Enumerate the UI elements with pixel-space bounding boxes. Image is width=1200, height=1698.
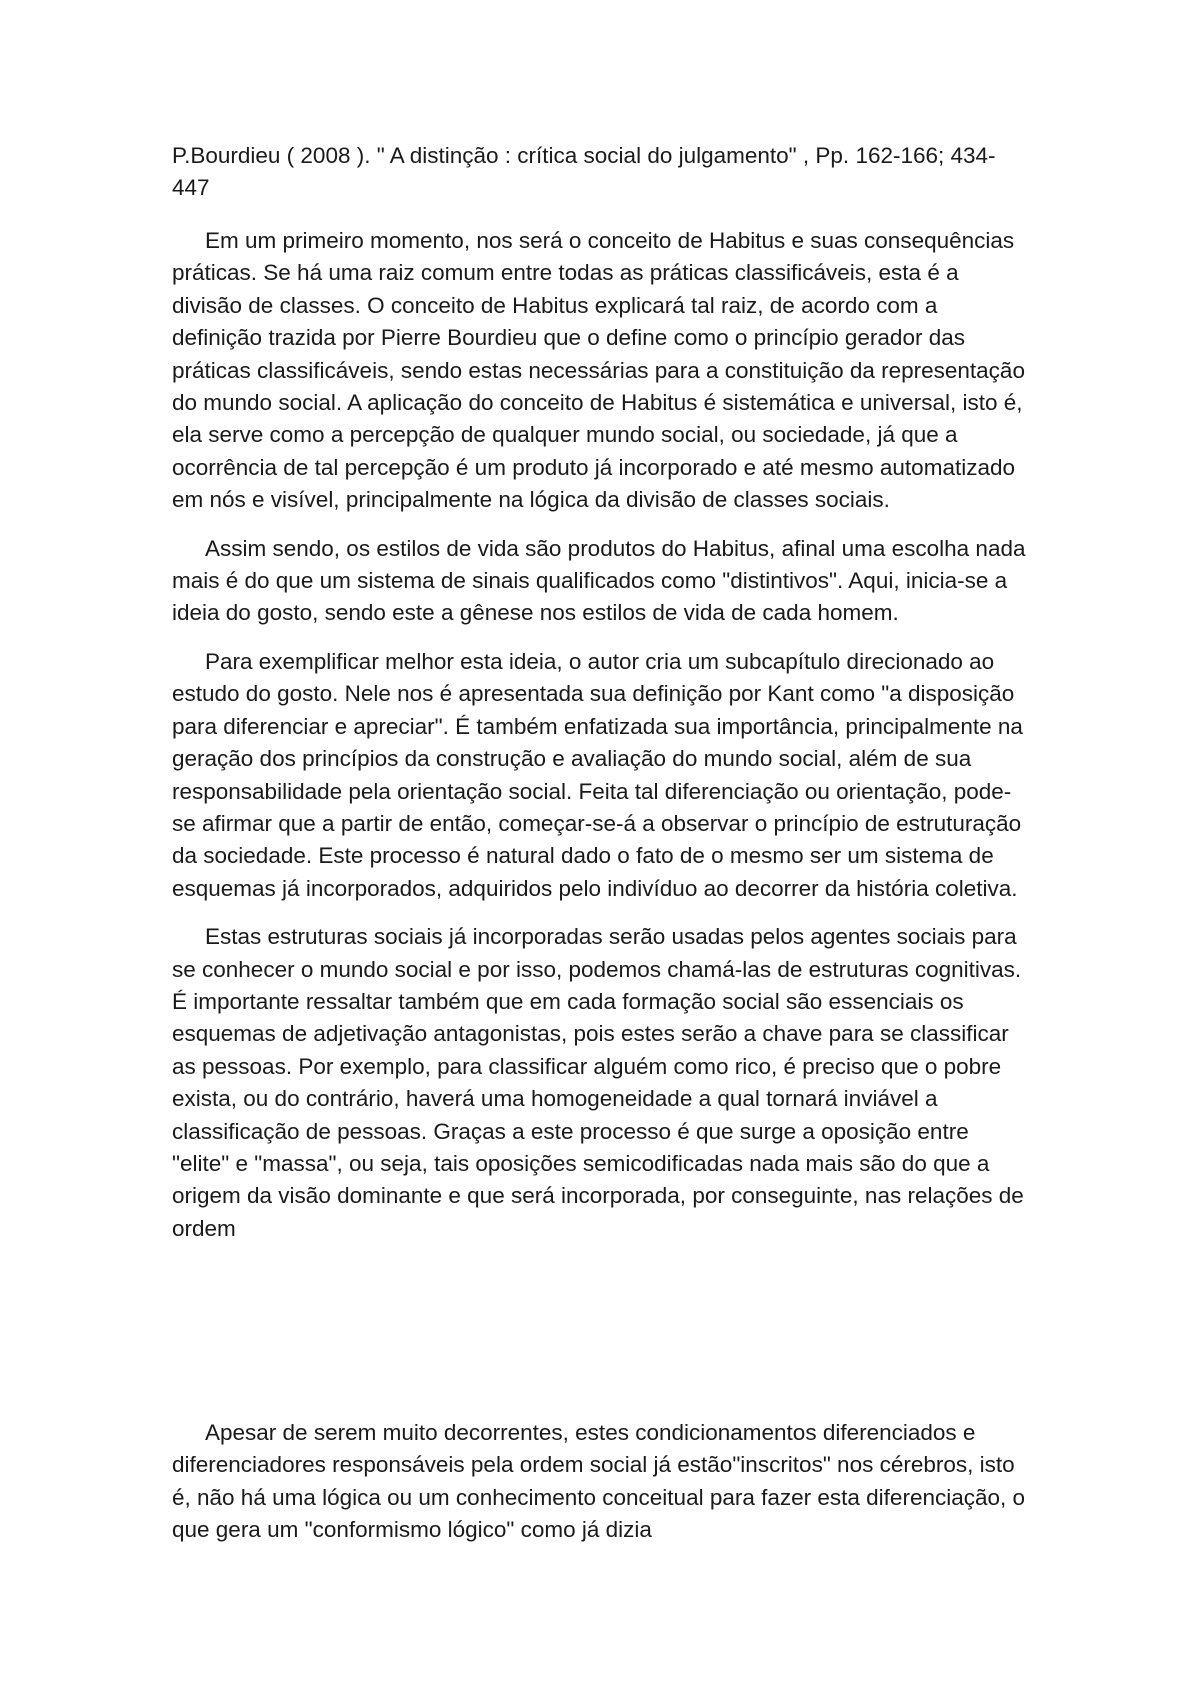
paragraph-estilos-de-vida: Assim sendo, os estilos de vida são produtos do Habitus, afinal uma escolha nada mais é do que um sistema de sinais qualificados como "distintivos". Aqui, inicia-se a ideia do gosto, sendo este a gênese nos estilos de vida de cada homem. bbox=[172, 535, 1026, 626]
body-text-continued bbox=[172, 1417, 1032, 1563]
citation-reference: P.Bourdieu ( 2008 ). " A distinção : crítica social do julgamento" , Pp. 162-166; 434-447 bbox=[172, 143, 996, 201]
body-text bbox=[172, 225, 1032, 1261]
paragraph-gosto: Para exemplificar melhor esta ideia, o autor cria um subcapítulo direcionado ao estudo do gosto. Nele nos é apresentada sua definição por Kant como "a disposição para diferenciar e apreciar". É também enfatizada sua importância, principalmente na geração dos princípios da construção e avaliação do mundo social, além de sua responsabilidade pela orientação social. Feita tal diferenciação ou orientação, pode-se afirmar que a partir de então, começar-se-á a observar o princípio de estruturação da sociedade. Este processo é natural dado o fato de o mesmo ser um sistema de esquemas já incorporados, adquiridos pelo indivíduo ao decorrer da história coletiva. bbox=[172, 648, 1023, 901]
paragraph-habitus: Em um primeiro momento, nos será o conceito de Habitus e suas consequências práticas. Se há uma raiz comum entre todas as práticas classificáveis, esta é a divisão de classes. O conceito de Habitus explicará tal raiz, de acordo com a definição trazida por Pierre Bourdieu que o define como o princípio gerador das práticas classificáveis, sendo estas necessárias para a constituição da representação do mundo social. A aplicação do conceito de Habitus é sistemática e universal, isto é, ela serve como a percepção de qualquer mundo social, ou sociedade, já que a ocorrência de tal percepção é um produto já incorporado e até mesmo automatizado em nós e visível, principalmente na lógica da divisão de classes sociais. bbox=[172, 228, 1025, 513]
paragraph-estruturas-cognitivas: Estas estruturas sociais já incorporadas serão usadas pelos agentes sociais para se conhecer o mundo social e por isso, podemos chamá-las de estruturas cognitivas. É importante ressaltar também que em cada formação social são essenciais os esquemas de adjetivação antagonistas, pois estes serão a chave para se classificar as pessoas. Por exemplo, para classificar alguém como rico, é preciso que o pobre exista, ou do contrário, haverá uma homogeneidade a qual tornará inviável a classificação de pessoas. Graças a este processo é que surge a oposição entre "elite" e "massa", ou seja, tais oposições semicodificadas nada mais são do que a origem da visão dominante e que será incorporada, por conseguinte, nas relações de ordem bbox=[172, 924, 1024, 1241]
paragraph-conformismo-logico: Apesar de serem muito decorrentes, estes condicionamentos diferenciados e diferenciadores responsáveis pela ordem social já estão"inscritos" nos cérebros, isto é, não há uma lógica ou um conhecimento conceitual para fazer esta diferenciação, o que gera um "conformismo lógico" como já dizia bbox=[172, 1420, 1026, 1543]
